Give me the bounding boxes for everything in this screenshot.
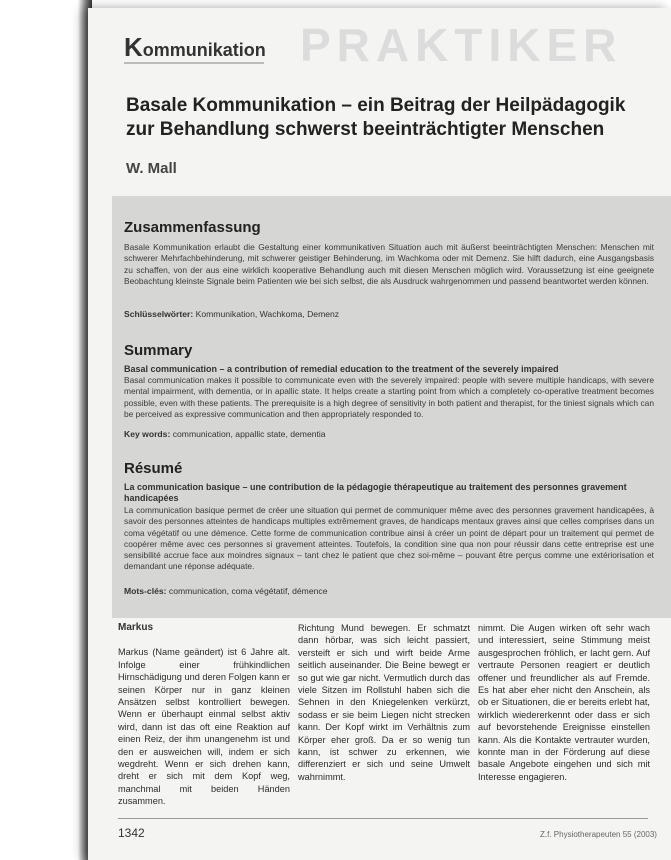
body-column-2	[298, 622, 470, 814]
keywords-fr: communication, coma végétatif, démence	[168, 586, 328, 596]
ghost-watermark-text: PRAKTIKER	[300, 19, 623, 71]
section-rest: ommunikation	[142, 40, 266, 60]
section-rule	[124, 62, 264, 64]
keywords-en: communication, appallic state, dementia	[172, 429, 326, 439]
summary-heading: Summary	[124, 342, 193, 359]
zusammenfassung-heading: Zusammenfassung	[124, 219, 261, 236]
resume-keywords	[124, 586, 654, 596]
section-initial: K	[124, 32, 143, 62]
body-column-1-text: Markus (Name geändert) ist 6 Jahre alt. Infolge einer frühkindlichen Hirnschädigung und deren Folgen kann er seinen Körper nur in ganz kleinen Ansätzen selbst kontrolliert bewegen. Wenn er überhaupt einmal selbst aktiv wird, dann ist das oft eine Reaktion auf einen Reiz, der ihm unangenehm ist und den er ausweichen will, indem er sich wegdreht. Wenn er sich drehen kann, dreht er sich mit dem Kopf weg, manchmal mit beiden Händen zusammen.	[118, 647, 290, 807]
footer-rule	[118, 818, 648, 819]
keywords-de: Kommunikation, Wachkoma, Demenz	[195, 309, 340, 319]
body-heading: Markus	[118, 622, 154, 633]
keywords-label-fr: Mots-clés:	[124, 586, 167, 596]
zusammenfassung-keywords	[124, 309, 654, 319]
resume-text: La communication basique permet de créer une situation qui permet de communiquer même avec des personnes gravement handicapées, à savoir des personnes atteintes de handicaps multiples extrêmement graves, de handicaps mentaux graves ainsi que celles comprises dans un coma végétatif ou une démence. Cette forme de communication contribue ainsi à créer un point de départ pour un traitement qui permet de coopérer même avec ces personnes si gravement atteintes. Toutefois, la condition sine qua non pour réussir dans cette entreprise est une sensibilité accrue face aux moindres signaux – tant chez le patient que chez soi-même – pouvant être perçus comme une extériorisation et demandant une réponse adéquate.	[124, 505, 654, 572]
title-line-1: Basale Kommunikation – ein Beitrag der Heilpädagogik	[126, 95, 626, 116]
summary-keywords	[124, 429, 654, 439]
summary-subtitle: Basal communication – a contribution of remedial education to the treatment of the severely impaired	[124, 364, 559, 374]
resume-heading: Résumé	[124, 460, 183, 477]
author: W. Mall	[126, 160, 177, 177]
body-column-2-text: Richtung Mund bewegen. Er schmatzt dann hörbar, was sich leicht passiert, versteift er sich und wirft beide Arme seitlich auseinander. Die Beine bewegt er so gut wie gar nicht. Vermutlich durch das viele Sitzen im Rollstuhl haben sich die Sehnen in den Kniegelenken verkürzt, sodass er sie beim Liegen nicht strecken kann. Der Kopf wirkt im Verhältnis zum Körper eher groß. Da er so wenig tun kann, ist schwer zu erkennen, wie differenziert er sich und seine Umwelt wahrnimmt.	[298, 623, 470, 782]
summary-text: Basal communication makes it possible to communicate even with the severely impaired: people with severe multiple handicaps, with severe mental impairment, with dementia, or in apallic state. It helps create a starting point from which a completely co-operative treatment becomes possible, even with these patients. The prerequisite is a high degree of sensitivity in both patient and therapist, for the tiniest signals which can be perceived as expressive communication and then appropriately responded to.	[124, 375, 654, 419]
section-heading	[124, 32, 266, 63]
keywords-label-en: Key words:	[124, 429, 171, 439]
body-column-3-text: nimmt. Die Augen wirken oft sehr wach und interessiert, seine Stimmung meist ausgesprochen fröhlich, er lacht gern. Auf vertraute Personen reagiert er deutlich offener und freundlicher als auf Fremde. Es hat aber eher nicht den Anschein, als ob er Situationen, die er bereits erlebt hat, wirklich wiedererkennt oder dass er sich auf bevorstehende Ereignisse einstellen kann. Als die Kontakte vertrauter wurden, konnte man in der Förderung auf diese basale Angebote eingehen und sich mit Interesse engagieren.	[478, 623, 650, 782]
resume-subtitle: La communication basique – une contribution de la pédagogie thérapeutique au traitement des personnes gravement handicapées	[124, 482, 627, 503]
article-title	[126, 94, 646, 142]
body-column-1	[118, 622, 290, 814]
zusammenfassung-text: Basale Kommunikation erlaubt die Gestaltung einer kommunikativen Situation auch mit äußerst beeinträchtigten Menschen: Menschen mit schwerer Mehrfachbehinderung, mit schwerer geistiger Behinderung, im Wachkoma oder mit Demenz. Sie hilft dadurch, eine Ausgangsbasis zu schaffen, von der aus eine wirklich kooperative Behandlung auch mit diesen Menschen möglich wird. Voraussetzung ist eine geeignete Beobachtung kleinste Signale beim Patienten wie bei sich selbst, die als Ausdruck wahrgenommen und passend beantwortet werden können.	[124, 242, 654, 286]
page-number: 1342	[118, 826, 145, 840]
journal-reference: Z.f. Physiotherapeuten 55 (2003)	[540, 830, 657, 839]
title-line-2: zur Behandlung schwerst beeinträchtigter Menschen	[126, 119, 605, 140]
body-column-3	[478, 622, 650, 814]
keywords-label-de: Schlüsselwörter:	[124, 309, 194, 319]
